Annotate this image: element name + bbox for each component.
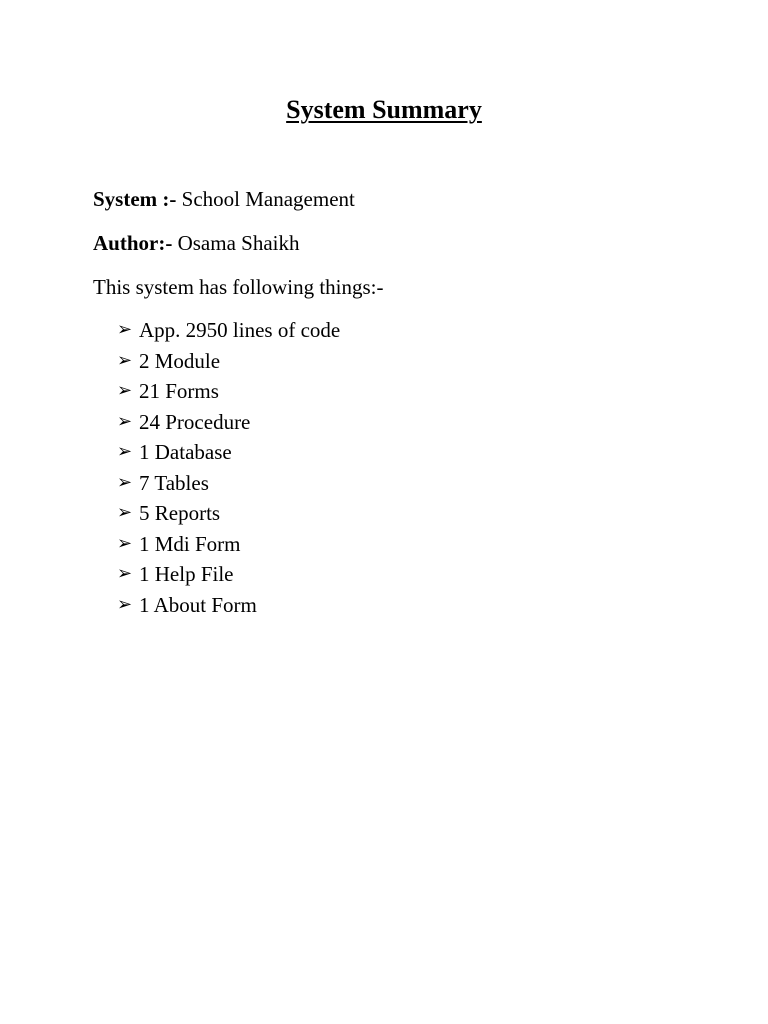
list-item-text: 2 Module bbox=[139, 348, 221, 373]
list-item-text: 21 Forms bbox=[139, 379, 219, 403]
list-item bbox=[117, 377, 340, 408]
list-item bbox=[117, 530, 340, 561]
system-value: School Management bbox=[181, 187, 355, 211]
list-item-text: 1 Help File bbox=[139, 562, 234, 586]
list-item bbox=[117, 469, 340, 500]
list-item bbox=[117, 316, 340, 347]
features-list bbox=[117, 316, 340, 621]
page-title: System Summary bbox=[286, 95, 482, 124]
list-item-text: 1 Database bbox=[139, 440, 232, 464]
list-item bbox=[117, 560, 340, 591]
arrowhead-bullet-icon: ➢ bbox=[117, 441, 133, 462]
list-item bbox=[117, 408, 340, 439]
arrowhead-bullet-icon: ➢ bbox=[117, 532, 133, 554]
arrowhead-bullet-icon: ➢ bbox=[117, 471, 133, 493]
list-item-text: 1 About Form bbox=[139, 592, 257, 617]
author-value: Osama Shaikh bbox=[177, 231, 300, 255]
arrowhead-bullet-icon: ➢ bbox=[117, 502, 133, 523]
author-label: Author:- bbox=[93, 231, 173, 255]
list-item bbox=[117, 438, 340, 469]
arrowhead-bullet-icon: ➢ bbox=[117, 593, 133, 615]
arrowhead-bullet-icon: ➢ bbox=[117, 380, 133, 401]
list-item bbox=[117, 591, 340, 622]
arrowhead-bullet-icon: ➢ bbox=[117, 563, 133, 584]
list-item bbox=[117, 499, 340, 530]
list-item-text: 24 Procedure bbox=[139, 409, 251, 434]
list-item-text: 5 Reports bbox=[139, 501, 221, 525]
system-label: System :- bbox=[93, 187, 177, 211]
author-field bbox=[93, 229, 299, 257]
list-item-text: App. 2950 lines of code bbox=[139, 318, 341, 342]
list-item-text: 7 Tables bbox=[139, 470, 209, 495]
list-item-text: 1 Mdi Form bbox=[139, 531, 241, 556]
system-field bbox=[93, 185, 355, 213]
arrowhead-bullet-icon: ➢ bbox=[117, 349, 133, 371]
intro-text: This system has following things:- bbox=[93, 275, 384, 299]
list-item bbox=[117, 347, 340, 378]
arrowhead-bullet-icon: ➢ bbox=[117, 319, 133, 340]
arrowhead-bullet-icon: ➢ bbox=[117, 410, 133, 432]
